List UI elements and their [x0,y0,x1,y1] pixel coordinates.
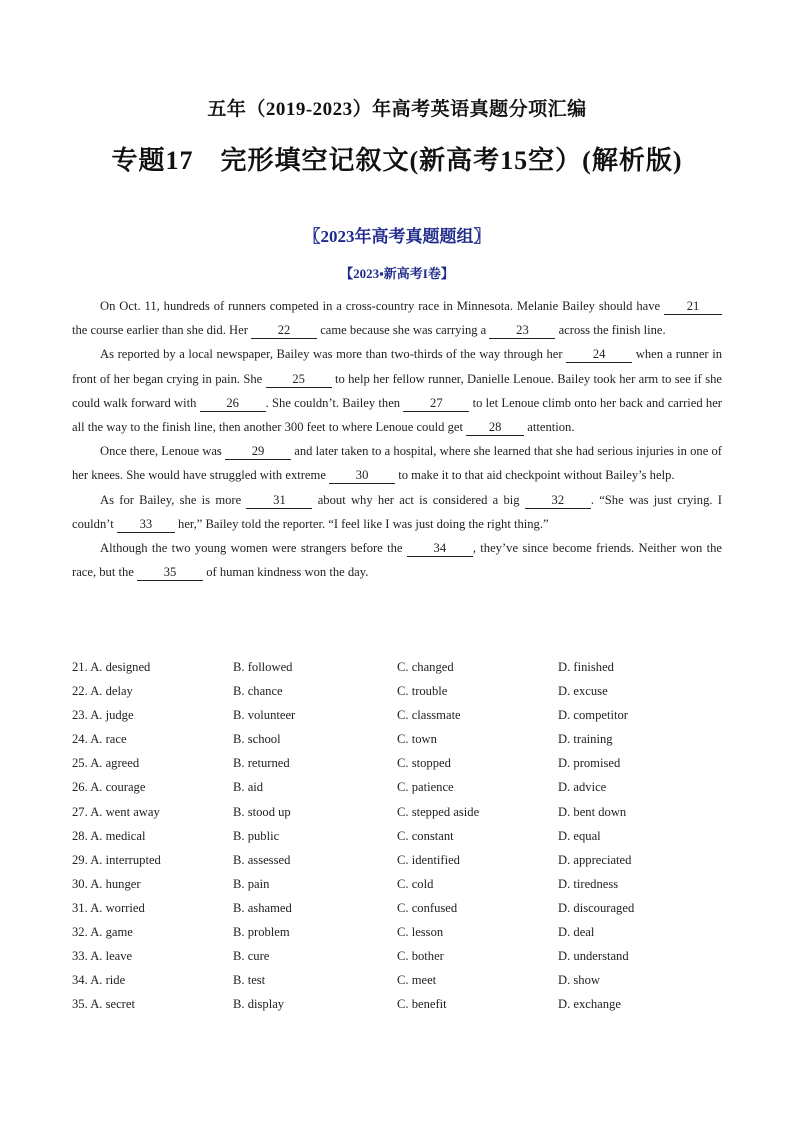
option-a: 32. A. game [72,925,133,940]
option-row-21 [72,655,722,679]
blank-31: 31 [246,492,312,509]
option-a: 31. A. worried [72,900,145,915]
blank-32: 32 [525,492,591,509]
text: and later taken to a hospital, where she learned that she had serious injuries in one of her knees. She would have struggled with extreme [72,444,722,483]
answer-options [72,655,722,1016]
option-d: D. equal [558,828,601,843]
text: to let Lenoue climb onto her back and carried her all the way to the finish line, then another 300 feet to where Lenoue could get [72,395,722,435]
text: . She couldn’t. Bailey then [265,395,404,410]
option-d: D. exchange [558,997,621,1012]
option-b: B. returned [233,756,290,771]
option-c: C. bother [397,949,444,964]
option-a: 28. A. medical [72,828,146,843]
option-d: D. training [558,732,613,747]
option-c: C. identified [397,852,460,867]
option-b: B. test [233,973,266,988]
option-c: C. trouble [397,684,448,699]
blank-28: 28 [466,419,524,436]
option-row-23 [72,703,722,727]
option-b: B. stood up [233,804,291,819]
option-row-29 [72,848,722,872]
option-c: C. changed [397,660,454,674]
exam-label: 【2023▪新高考I卷】 [340,266,454,281]
document-subtitle: 专题17 完形填空记叙文(新高考15空）(解析版) [111,146,683,175]
text: Once there, Lenoue was [100,444,226,459]
option-row-24 [72,727,722,751]
option-a: 23. A. judge [72,708,134,723]
text: Although the two young women were strangers before the [100,541,407,556]
paragraph-1 [72,294,722,342]
option-d: D. advice [558,780,607,795]
blank-26: 26 [200,395,266,412]
option-d: D. finished [558,660,614,674]
option-c: C. constant [397,828,454,843]
option-d: D. discouraged [558,900,635,915]
option-b: B. volunteer [233,708,296,723]
paragraph-5 [72,536,722,584]
text: attention. [524,420,575,435]
option-b: B. problem [233,925,290,940]
cloze-passage [72,294,722,584]
option-d: D. competitor [558,708,628,723]
blank-25: 25 [266,371,332,388]
option-row-32 [72,920,722,944]
option-a: 24. A. race [72,732,127,747]
blank-35: 35 [137,564,203,581]
blank-21: 21 [664,298,722,315]
text: , they’ve since become friends. Neither won the race, but the [72,541,722,580]
text: across the finish line. [555,323,666,338]
option-b: B. assessed [233,852,291,867]
text: came because she was carrying a [317,323,490,338]
option-b: B. pain [233,876,270,891]
option-d: D. excuse [558,684,608,699]
option-a: 34. A. ride [72,973,126,988]
option-b: B. aid [233,780,264,795]
option-row-25 [72,751,722,775]
option-row-33 [72,944,722,968]
text: On Oct. 11, hundreds of runners competed in a cross-country race in Minnesota. Melanie Bailey should have [100,299,664,313]
text: to help her fellow runner, Danielle Lenoue. Bailey took her arm to see if she could walk forward with [72,371,722,410]
option-d: D. deal [558,925,595,940]
blank-23: 23 [489,322,555,339]
text: of human kindness won the day. [203,565,369,580]
option-d: D. promised [558,756,621,771]
paragraph-4 [72,488,722,536]
option-b: B. school [233,732,281,747]
blank-30: 30 [329,467,395,484]
option-d: D. understand [558,949,629,964]
option-c: C. classmate [397,708,461,723]
option-c: C. town [397,732,437,747]
option-a: 30. A. hunger [72,876,141,891]
option-row-26 [72,775,722,799]
option-row-34 [72,968,722,992]
text: her,” Bailey told the reporter. “I feel like I was just doing the right thing.” [174,516,549,531]
option-a: 26. A. courage [72,780,146,795]
option-c: C. lesson [397,925,444,940]
option-a: 22. A. delay [72,684,133,699]
section-title: 〖2023年高考真题题组〗 [303,227,491,246]
text: when a runner in front of her began crying in pain. She [72,347,722,386]
option-b: B. ashamed [233,900,292,915]
option-row-35 [72,992,722,1016]
paragraph-3 [72,439,722,487]
option-b: B. cure [233,949,270,964]
text: the course earlier than she did. Her [72,323,252,338]
option-a: 33. A. leave [72,949,133,964]
option-a: 25. A. agreed [72,756,140,771]
text: . “She was just crying. I couldn’t [72,492,722,531]
option-c: C. benefit [397,997,447,1012]
option-b: B. public [233,828,280,843]
option-row-22 [72,679,722,703]
option-c: C. confused [397,900,458,915]
option-row-31 [72,896,722,920]
text: to make it to that aid checkpoint without Bailey’s help. [395,468,675,483]
option-d: D. tiredness [558,876,619,891]
option-c: C. meet [397,973,437,988]
text: As reported by a local newspaper, Bailey was more than two-thirds of the way through her [100,347,567,362]
option-a: 29. A. interrupted [72,852,161,867]
option-row-27 [72,800,722,824]
option-d: D. show [558,973,600,988]
paragraph-2 [72,342,722,439]
option-a: 35. A. secret [72,997,135,1012]
document-title: 五年（2019-2023）年高考英语真题分项汇编 [207,99,587,120]
option-d: D. bent down [558,804,627,819]
blank-22: 22 [251,322,317,339]
blank-34: 34 [407,540,473,557]
blank-29: 29 [225,443,291,460]
option-a: 21. A. designed [72,660,151,674]
option-b: B. display [233,997,285,1012]
option-a: 27. A. went away [72,804,160,819]
option-c: C. patience [397,780,454,795]
option-row-28 [72,824,722,848]
option-c: C. cold [397,876,434,891]
option-b: B. chance [233,684,283,699]
option-c: C. stopped [397,756,451,771]
option-b: B. followed [233,660,293,674]
blank-24: 24 [566,346,632,363]
blank-33: 33 [117,516,175,533]
text: about why her act is considered a big [312,492,525,507]
option-row-30 [72,872,722,896]
option-d: D. appreciated [558,852,632,867]
text: As for Bailey, she is more [100,492,247,507]
option-c: C. stepped aside [397,804,480,819]
blank-27: 27 [403,395,469,412]
